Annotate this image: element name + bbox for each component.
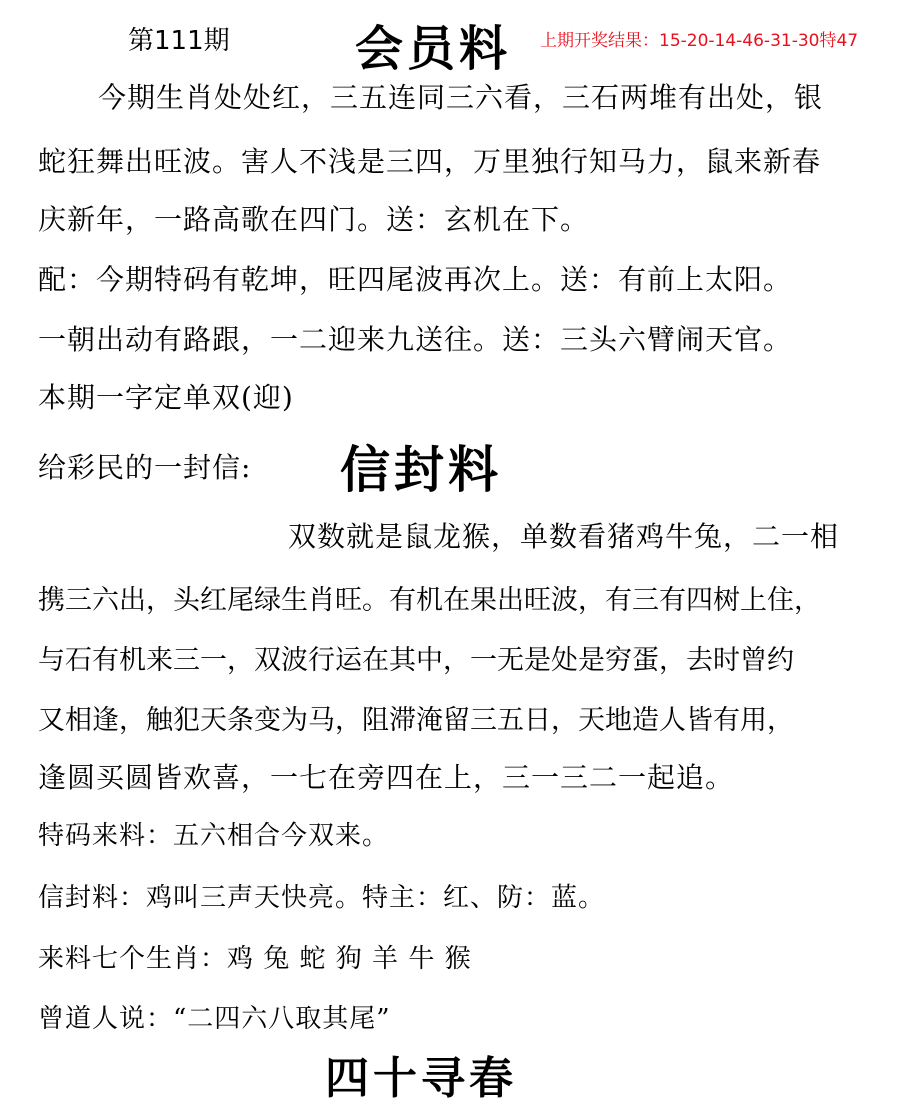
letter-title: 信封料 — [340, 440, 502, 499]
poem-line: 逢圆买圆皆欢喜，一七在旁四在上，三一三二一起追。 — [38, 761, 735, 794]
page-title: 会员料 — [355, 21, 512, 77]
member-line: 今期生肖处处红，三五连同三六看，三石两堆有出处，银 — [98, 81, 824, 114]
issue-number: 第111期 — [128, 26, 230, 56]
extra-line: 信封料：鸡叫三声天快亮。特主：红、防：蓝。 — [38, 883, 606, 913]
letter-label: 给彩民的一封信: — [38, 451, 252, 484]
poem-line: 双数就是鼠龙猴，单数看猪鸡牛兔，二一相 — [288, 520, 840, 553]
extra-line: 曾道人说：“二四六八取其尾” — [38, 1004, 391, 1034]
poem-line: 又相逢，触犯天条变为马，阻滞淹留三五日，天地造人皆有用， — [38, 705, 794, 736]
member-line: 庆新年，一路高歌在四门。送：玄机在下。 — [38, 203, 590, 236]
poem-line: 携三六出，头红尾绿生肖旺。有机在果出旺波，有三有四树上住， — [38, 585, 821, 616]
extra-line: 来料七个生肖：鸡 兔 蛇 狗 羊 牛 猴 — [38, 944, 472, 974]
footer-title: 四十寻春 — [325, 1053, 517, 1104]
poem-line: 与石有机来三一，双波行运在其中，一无是处是穷蛋，去时曾约 — [38, 645, 794, 676]
member-line: 配：今期特码有乾坤，旺四尾波再次上。送：有前上太阳。 — [38, 263, 793, 296]
member-line: 蛇狂舞出旺波。害人不浅是三四，万里独行知马力，鼠来新春 — [38, 145, 822, 178]
member-line: 一朝出动有路跟，一二迎来九送往。送：三头六臂闹天官。 — [38, 323, 793, 356]
last-draw-result: 上期开奖结果：15-20-14-46-31-30特47 — [540, 31, 859, 51]
member-line: 本期一字定单双(迎) — [38, 381, 294, 414]
extra-line: 特码来料：五六相合今双来。 — [38, 821, 390, 851]
